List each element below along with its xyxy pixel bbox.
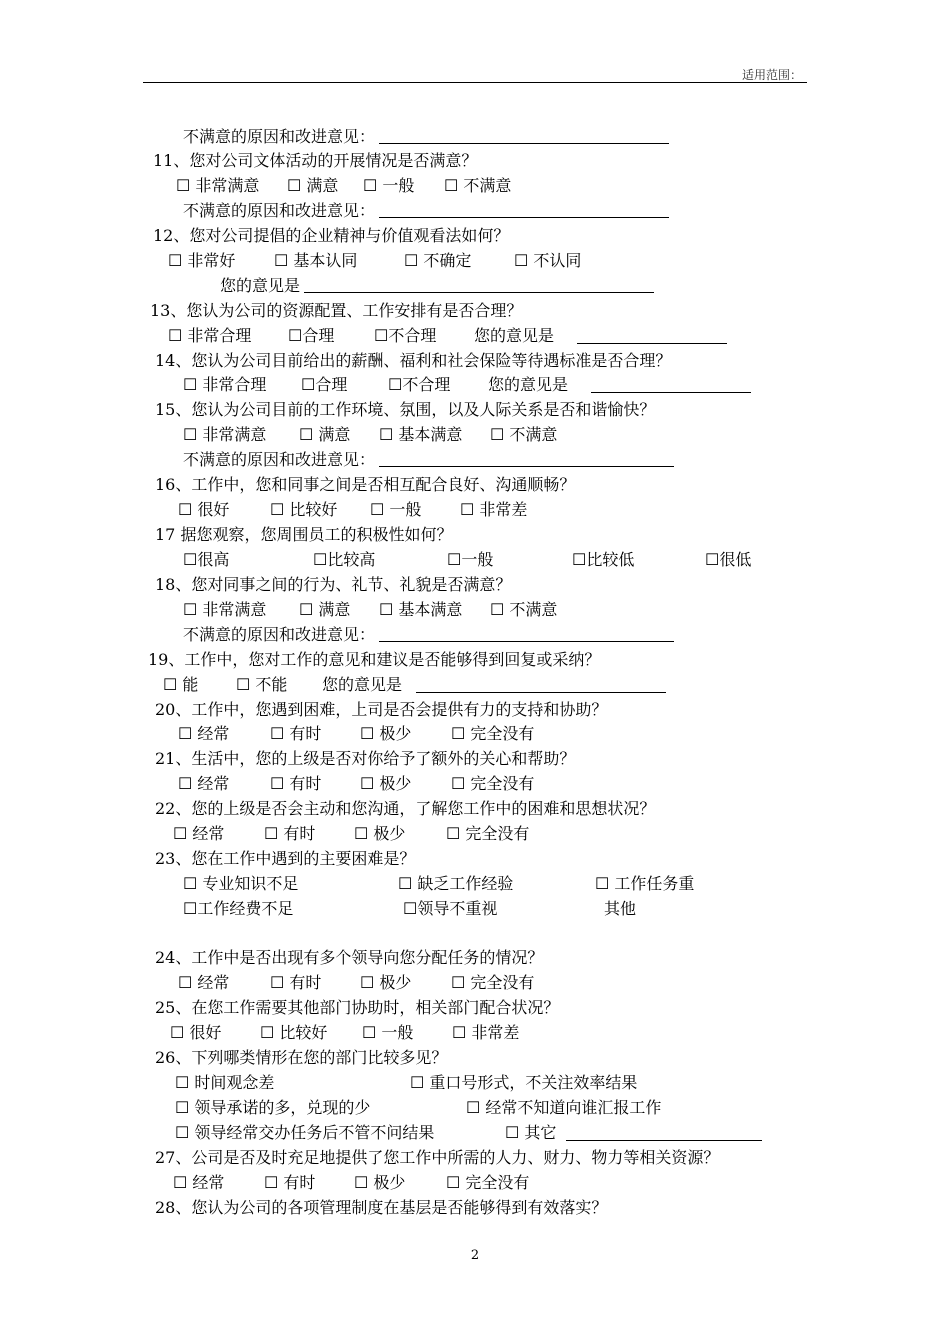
answer-blank[interactable] [379,128,669,144]
checkbox-option[interactable]: ☐ 工作任务重 [595,874,695,893]
checkbox-option[interactable]: ☐ 缺乏工作经验 [398,874,514,893]
line-text: 16、工作中，您和同事之间是否相互配合良好、沟通顺畅？ [155,475,576,494]
checkbox-option[interactable]: ☐很高 [183,550,230,569]
checkbox-option[interactable]: ☐ 不满意 [490,600,558,619]
checkbox-option[interactable]: ☐ 非常满意 [183,600,267,619]
checkbox-option[interactable]: ☐工作经费不足 [183,899,294,918]
option-label: 您的意见是 [488,375,569,394]
checkbox-option[interactable]: ☐ 比较好 [270,500,338,519]
checkbox-option[interactable]: ☐ 不确定 [404,251,472,270]
checkbox-option[interactable]: ☐ 非常差 [460,500,528,519]
question-text [155,948,543,968]
checkbox-option[interactable]: ☐ 非常好 [168,251,236,270]
question-text [155,998,559,1018]
remark-line [183,201,669,221]
checkbox-option[interactable]: ☐ 时间观念差 [175,1073,275,1092]
line-text: 14、您认为公司目前给出的薪酬、福利和社会保险等待遇标准是否合理？ [155,351,672,370]
checkbox-option[interactable]: ☐ 经常不知道向谁汇报工作 [466,1098,662,1117]
checkbox-option[interactable]: ☐ 非常差 [452,1023,520,1042]
answer-blank[interactable] [577,328,727,344]
page-number: 2 [470,1248,480,1263]
line-text: 15、您认为公司目前的工作环境、氛围，以及人际关系是否和谐愉快？ [155,400,656,419]
checkbox-option[interactable]: ☐ 经常 [173,824,225,843]
remark-line [183,127,669,147]
checkbox-option[interactable]: ☐ 完全没有 [451,774,535,793]
question-text [155,525,452,545]
checkbox-option[interactable]: ☐ 有时 [270,973,322,992]
checkbox-option[interactable]: ☐ 专业知识不足 [183,874,299,893]
checkbox-option[interactable]: ☐领导不重视 [403,899,498,918]
question-text [155,700,607,720]
checkbox-option[interactable]: ☐ 有时 [264,824,316,843]
remark-line [183,450,674,470]
answer-blank[interactable] [379,626,674,642]
checkbox-option[interactable]: ☐ 满意 [299,600,351,619]
answer-blank[interactable] [379,451,674,467]
option-label: 您的意见是 [322,675,403,694]
checkbox-option[interactable]: ☐很低 [705,550,752,569]
question-text [148,650,600,670]
checkbox-option[interactable]: ☐合理 [288,326,335,345]
checkbox-option[interactable]: ☐比较低 [572,550,635,569]
checkbox-option[interactable]: ☐ 完全没有 [446,824,530,843]
checkbox-option[interactable]: ☐ 基本满意 [379,600,463,619]
answer-blank[interactable] [566,1125,762,1141]
checkbox-option[interactable]: ☐ 领导承诺的多，兑现的少 [175,1098,371,1117]
question-text [155,849,415,869]
question-text [155,1048,447,1068]
question-text [155,1198,607,1218]
answer-blank[interactable] [416,677,666,693]
question-text [155,749,575,769]
line-text: 12、您对公司提倡的企业精神与价值观看法如何？ [153,226,510,245]
question-text [155,351,671,371]
checkbox-option[interactable]: ☐ 极少 [360,774,412,793]
checkbox-option[interactable]: ☐ 很好 [178,500,230,519]
checkbox-option[interactable]: ☐ 经常 [178,973,230,992]
line-text: 不满意的原因和改进意见： [183,450,376,469]
checkbox-option[interactable]: ☐ 领导经常交办任务后不管不问结果 [175,1123,435,1142]
question-text [153,226,509,246]
checkbox-option[interactable]: ☐不合理 [388,375,451,394]
checkbox-option[interactable]: ☐ 其它 [505,1123,557,1142]
checkbox-option[interactable]: ☐ 基本满意 [379,425,463,444]
line-text: 11、您对公司文体活动的开展情况是否满意？ [153,151,478,170]
question-text [150,301,522,321]
checkbox-option[interactable]: ☐ 不能 [236,675,288,694]
line-text: 不满意的原因和改进意见： [183,625,376,644]
remark-line [220,276,654,296]
checkbox-option[interactable]: ☐ 有时 [264,1173,316,1192]
line-text: 25、在您工作需要其他部门协助时，相关部门配合状况？ [155,998,560,1017]
checkbox-option[interactable]: ☐ 极少 [360,973,412,992]
option-label: 您的意见是 [474,326,555,345]
checkbox-option[interactable]: ☐比较高 [313,550,376,569]
checkbox-option[interactable]: ☐ 不认同 [514,251,582,270]
line-text: 19、工作中，您对工作的意见和建议是否能够得到回复或采纳？ [148,650,601,669]
line-text: 不满意的原因和改进意见： [183,201,376,220]
line-text: 您的意见是 [220,276,301,295]
question-text [155,799,655,819]
checkbox-option[interactable]: ☐ 一般 [363,176,415,195]
checkbox-option[interactable]: ☐ 完全没有 [446,1173,530,1192]
checkbox-option[interactable]: ☐不合理 [374,326,437,345]
remark-line [183,625,674,645]
question-text [155,400,655,420]
question-text [153,151,477,171]
checkbox-option[interactable]: ☐ 完全没有 [451,724,535,743]
line-text: 21、生活中，您的上级是否对你给予了额外的关心和帮助？ [155,749,576,768]
checkbox-option[interactable]: ☐ 一般 [362,1023,414,1042]
checkbox-option[interactable]: ☐ 一般 [370,500,422,519]
checkbox-option[interactable]: ☐ 经常 [173,1173,225,1192]
line-text: 27、公司是否及时充足地提供了您工作中所需的人力、财力、物力等相关资源？ [155,1148,720,1167]
question-text [155,575,511,595]
checkbox-option[interactable]: ☐ 非常满意 [183,425,267,444]
checkbox-option[interactable]: ☐ 不满意 [490,425,558,444]
checkbox-option[interactable]: ☐ 极少 [354,1173,406,1192]
header-rule [143,82,807,83]
line-text: 24、工作中是否出现有多个领导向您分配任务的情况？ [155,948,544,967]
checkbox-option[interactable]: ☐ 极少 [360,724,412,743]
checkbox-option[interactable]: ☐ 满意 [287,176,339,195]
checkbox-option[interactable]: ☐ 完全没有 [451,973,535,992]
option-label: 其他 [604,899,637,918]
checkbox-option[interactable]: ☐ 很好 [170,1023,222,1042]
line-text: 不满意的原因和改进意见： [183,127,376,146]
checkbox-option[interactable]: ☐ 极少 [354,824,406,843]
checkbox-option[interactable]: ☐ 基本认同 [274,251,358,270]
checkbox-option[interactable]: ☐ 有时 [270,724,322,743]
line-text: 26、下列哪类情形在您的部门比较多见？ [155,1048,448,1067]
checkbox-option[interactable]: ☐ 非常满意 [176,176,260,195]
line-text: 18、您对同事之间的行为、礼节、礼貌是否满意？ [155,575,512,594]
line-text: 13、您认为公司的资源配置、工作安排有是否合理？ [150,301,523,320]
line-text: 22、您的上级是否会主动和您沟通，了解您工作中的困难和思想状况？ [155,799,656,818]
checkbox-option[interactable]: ☐ 有时 [270,774,322,793]
checkbox-option[interactable]: ☐ 重口号形式，不关注效率结果 [410,1073,638,1092]
answer-blank[interactable] [379,202,669,218]
question-text [155,1148,719,1168]
checkbox-option[interactable]: ☐ 比较好 [260,1023,328,1042]
checkbox-option[interactable]: ☐ 满意 [299,425,351,444]
checkbox-option[interactable]: ☐ 非常合理 [168,326,252,345]
checkbox-option[interactable]: ☐ 非常合理 [183,375,267,394]
answer-blank[interactable] [304,277,654,293]
line-text: 28、您认为公司的各项管理制度在基层是否能够得到有效落实？ [155,1198,608,1217]
checkbox-option[interactable]: ☐ 能 [163,675,199,694]
checkbox-option[interactable]: ☐一般 [447,550,494,569]
checkbox-option[interactable]: ☐ 经常 [178,724,230,743]
line-text: 17 据您观察，您周围员工的积极性如何？ [155,525,453,544]
checkbox-option[interactable]: ☐ 不满意 [444,176,512,195]
header-scope-label: 适用范围： [741,68,802,82]
line-text: 23、您在工作中遇到的主要困难是？ [155,849,416,868]
checkbox-option[interactable]: ☐ 经常 [178,774,230,793]
checkbox-option[interactable]: ☐合理 [301,375,348,394]
question-text [155,475,575,495]
answer-blank[interactable] [591,377,751,393]
line-text: 20、工作中，您遇到困难，上司是否会提供有力的支持和协助？ [155,700,608,719]
